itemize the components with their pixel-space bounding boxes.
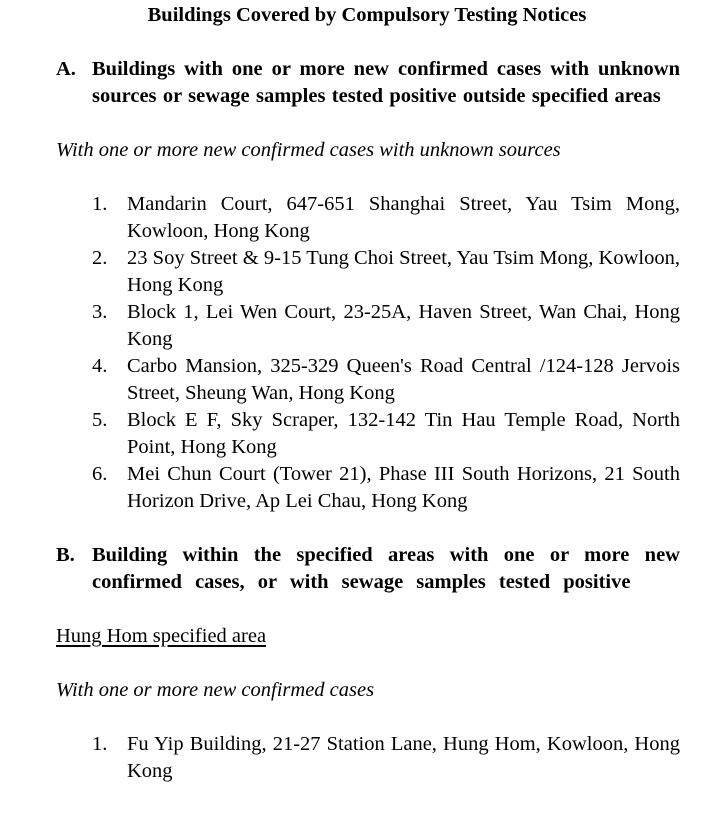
- list-item-text: Fu Yip Building, 21-27 Station Lane, Hung Hom, Kowloon, Hong Kong: [127, 733, 680, 782]
- list-item-text: Block 1, Lei Wen Court, 23-25A, Haven Street, Wan Chai, Hong Kong: [127, 301, 680, 350]
- list-item-text: 23 Soy Street & 9-15 Tung Choi Street, Yau Tsim Mong, Kowloon, Hong Kong: [127, 247, 680, 296]
- list-item-text: Mandarin Court, 647-651 Shanghai Street, Yau Tsim Mong, Kowloon, Hong Kong: [127, 193, 680, 242]
- list-item: [92, 407, 680, 461]
- list-item-number: 5.: [92, 409, 108, 431]
- list-item-text: Mei Chun Court (Tower 21), Phase III South Horizons, 21 South Horizon Drive, Ap Lei Chau, Hong Kong: [127, 463, 680, 512]
- list-item: [92, 191, 680, 245]
- section-a-building-list: [92, 191, 680, 515]
- document-title: Buildings Covered by Compulsory Testing Notices: [147, 4, 587, 26]
- section-b-building-list: [92, 731, 680, 785]
- list-item-number: 1.: [92, 193, 108, 215]
- section-a-subheading: With one or more new confirmed cases with unknown sources: [56, 139, 561, 161]
- list-item-number: 2.: [92, 247, 108, 269]
- list-item: [92, 731, 680, 785]
- list-item-number: 4.: [92, 355, 108, 377]
- section-b-heading-text: Building within the specified areas with one or more new confirmed cases, or with sewage samples tested positive: [92, 544, 680, 593]
- list-item-number: 1.: [92, 733, 108, 755]
- list-item-number: 6.: [92, 463, 108, 485]
- section-a-heading-text: Buildings with one or more new confirmed cases with unknown sources or sewage samples tested positive outside specified areas: [92, 58, 680, 107]
- section-b-subheading: With one or more new confirmed cases: [56, 679, 375, 701]
- list-item: [92, 461, 680, 515]
- section-b-letter: B.: [56, 544, 75, 566]
- list-item: [92, 245, 680, 299]
- section-b-heading: [56, 542, 680, 596]
- list-item: [92, 299, 680, 353]
- section-a-heading: [56, 56, 680, 110]
- list-item-text: Carbo Mansion, 325-329 Queen's Road Central /124-128 Jervois Street, Sheung Wan, Hong Kong: [127, 355, 680, 404]
- list-item-text: Block E F, Sky Scraper, 132-142 Tin Hau Temple Road, North Point, Hong Kong: [127, 409, 680, 458]
- list-item-number: 3.: [92, 301, 108, 323]
- section-a-letter: A.: [56, 58, 76, 80]
- list-item: [92, 353, 680, 407]
- specified-area-label: Hung Hom specified area: [56, 625, 267, 647]
